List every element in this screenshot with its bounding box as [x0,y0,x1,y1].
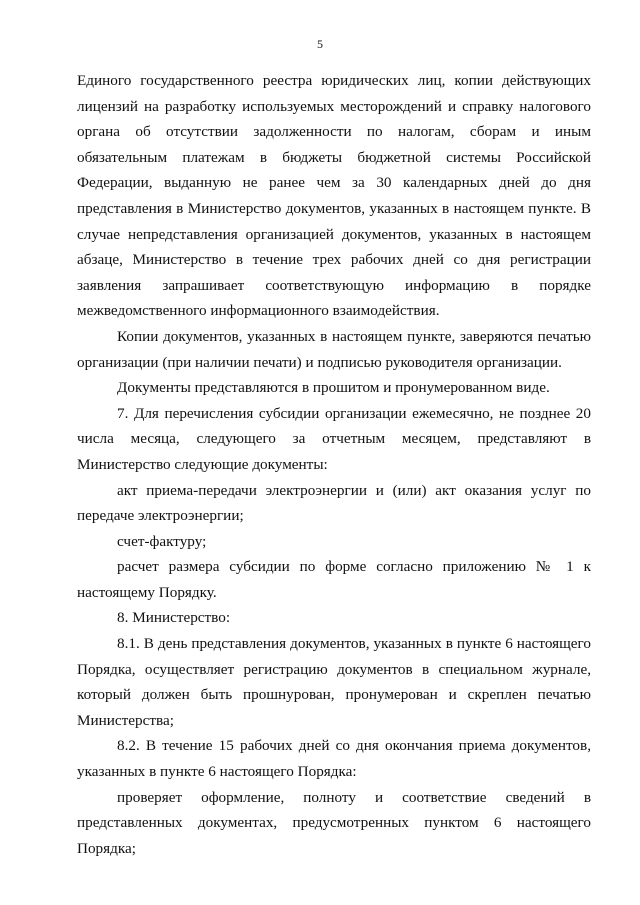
list-item-invoice: счет-фактуру; [117,532,207,550]
document-body [77,68,591,861]
paragraph-copies-certification: Копии документов, указанных в настоящем пункте, заверяются печатью организации (при наличии печати) и подписью руководителя организации. [77,327,591,371]
list-item-subsidy-calculation: расчет размера субсидии по форме согласно приложению № 1 к настоящему Порядку. [77,558,591,601]
paragraph-bound-documents: Документы представляются в прошитом и пронумерованном виде. [117,379,550,397]
paragraph-verification: проверяет оформление, полноту и соответствие сведений в представленных документах, предусмотренных пунктом 6 настоящего Порядка; [77,788,591,857]
paragraph-item-8-1: 8.1. В день представления документов, указанных в пункте 6 настоящего Порядка, осуществляет регистрацию документов в специальном журнале, который должен быть прошнурован, пронумерован и скреплен печатью Министерства; [77,635,591,729]
paragraph-item-8-2: 8.2. В течение 15 рабочих дней со дня окончания приема документов, указанных в пункте 6 настоящего Порядка: [77,737,591,781]
paragraph-item-8: 8. Министерство: [117,609,231,627]
paragraph-registry-documents: Единого государственного реестра юридических лиц, копии действующих лицензий на разработку используемых месторождений и справку налогового органа об отсутствии задолженности по налогам, сборам и иным обязательным платежам в бюджеты бюджетной системы Российской Федерации, выданную не ранее чем за 30 календарных дней до дня представления в Министерство документов, указанных в настоящем пункте. В случае непредставления организацией документов, указанных в настоящем абзаце, Министерство в течение трех рабочих дней со дня регистрации заявления запрашивает соответствующую информацию в порядке межведомственного информационного взаимодействия. [77,72,591,320]
paragraph-item-7: 7. Для перечисления субсидии организации ежемесячно, не позднее 20 числа месяца, следующего за отчетным месяцем, представляют в Министерство следующие документы: [77,404,591,473]
page-number: 5 [317,37,323,51]
list-item-acceptance-act: акт приема-передачи электроэнергии и (или) акт оказания услуг по передаче электроэнергии; [77,481,591,525]
